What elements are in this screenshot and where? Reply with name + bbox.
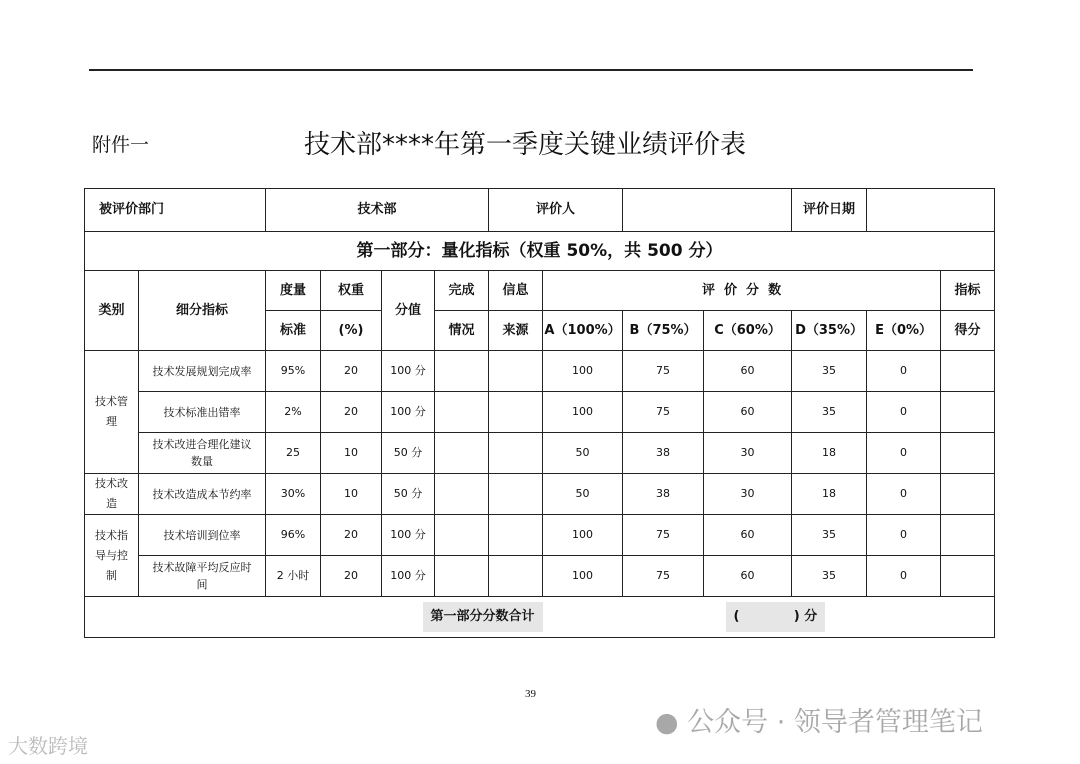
grade-a-cell: 100 — [543, 351, 623, 392]
evaluator-field[interactable] — [623, 189, 792, 232]
indicator-cell: 技术改进合理化建议数量 — [139, 433, 266, 474]
grade-a-cell: 100 — [543, 392, 623, 433]
header-indicator: 细分指标 — [139, 271, 266, 351]
grade-d-cell: 35 — [792, 556, 867, 597]
header-score: 分值 — [382, 271, 435, 351]
dept-label: 被评价部门 — [85, 189, 266, 232]
weight-cell: 20 — [321, 351, 382, 392]
weight-cell: 20 — [321, 392, 382, 433]
wechat-icon: ● — [655, 707, 679, 738]
score-cell: 100 分 — [382, 515, 435, 556]
header-grade-a: A（100%） — [543, 311, 623, 351]
grade-d-cell: 35 — [792, 515, 867, 556]
header-rule — [89, 69, 973, 71]
grade-b-cell: 75 — [623, 556, 704, 597]
result-cell[interactable] — [941, 392, 995, 433]
header-grade-c: C（60%） — [704, 311, 792, 351]
category-cell: 技术指导与控制 — [85, 515, 139, 597]
standard-cell: 95% — [266, 351, 321, 392]
header-standard: 度量 — [266, 271, 321, 311]
category-cell: 技术管理 — [85, 351, 139, 474]
source-cell[interactable] — [489, 474, 543, 515]
standard-cell: 30% — [266, 474, 321, 515]
score-cell: 50 分 — [382, 433, 435, 474]
source-cell[interactable] — [489, 433, 543, 474]
dept-value: 技术部 — [266, 189, 489, 232]
header-source-2: 来源 — [489, 311, 543, 351]
evaluation-table — [84, 188, 995, 638]
table-row — [85, 351, 995, 392]
indicator-cell: 技术标准出错率 — [139, 392, 266, 433]
score-cell: 100 分 — [382, 556, 435, 597]
source-cell[interactable] — [489, 392, 543, 433]
result-cell[interactable] — [941, 515, 995, 556]
weight-cell: 20 — [321, 556, 382, 597]
grade-d-cell: 35 — [792, 392, 867, 433]
header-grade-b: B（75%） — [623, 311, 704, 351]
grade-e-cell: 0 — [867, 351, 941, 392]
summary-label: 第一部分分数合计 — [423, 602, 543, 632]
completion-cell[interactable] — [435, 433, 489, 474]
header-grade-e: E（0%） — [867, 311, 941, 351]
grade-c-cell: 30 — [704, 433, 792, 474]
grade-d-cell: 35 — [792, 351, 867, 392]
standard-cell: 2% — [266, 392, 321, 433]
weight-cell: 20 — [321, 515, 382, 556]
grade-b-cell: 38 — [623, 433, 704, 474]
header-completion-2: 情况 — [435, 311, 489, 351]
grade-c-cell: 60 — [704, 392, 792, 433]
result-cell[interactable] — [941, 351, 995, 392]
page-title: 技术部****年第一季度关键业绩评价表 — [304, 130, 747, 160]
table-row — [85, 515, 995, 556]
table-row — [85, 474, 995, 515]
attachment-label: 附件一 — [92, 134, 150, 156]
grade-b-cell: 38 — [623, 474, 704, 515]
grade-e-cell: 0 — [867, 515, 941, 556]
grade-c-cell: 30 — [704, 474, 792, 515]
result-cell[interactable] — [941, 474, 995, 515]
date-field[interactable] — [867, 189, 995, 232]
grade-e-cell: 0 — [867, 433, 941, 474]
standard-cell: 96% — [266, 515, 321, 556]
header-result: 指标 — [941, 271, 995, 311]
score-cell: 50 分 — [382, 474, 435, 515]
grade-d-cell: 18 — [792, 474, 867, 515]
header-result-2: 得分 — [941, 311, 995, 351]
page-number: 39 — [525, 688, 536, 700]
section-title: 第一部分：量化指标（权重 50%，共 500 分） — [85, 232, 995, 271]
standard-cell: 25 — [266, 433, 321, 474]
watermark — [655, 700, 983, 739]
summary-value[interactable]: ( ) 分 — [726, 602, 826, 632]
score-cell: 100 分 — [382, 392, 435, 433]
watermark-secondary: 大数跨境 — [8, 734, 88, 758]
table-row — [85, 392, 995, 433]
completion-cell[interactable] — [435, 556, 489, 597]
grade-c-cell: 60 — [704, 515, 792, 556]
header-grade-d: D（35%） — [792, 311, 867, 351]
header-completion: 完成 — [435, 271, 489, 311]
grade-e-cell: 0 — [867, 392, 941, 433]
indicator-cell: 技术改造成本节约率 — [139, 474, 266, 515]
grade-a-cell: 50 — [543, 433, 623, 474]
indicator-cell: 技术发展规划完成率 — [139, 351, 266, 392]
header-category: 类别 — [85, 271, 139, 351]
indicator-cell: 技术故障平均反应时间 — [139, 556, 266, 597]
source-cell[interactable] — [489, 556, 543, 597]
weight-cell: 10 — [321, 433, 382, 474]
grade-a-cell: 100 — [543, 515, 623, 556]
header-rating: 评 价 分 数 — [543, 271, 941, 311]
result-cell[interactable] — [941, 556, 995, 597]
completion-cell[interactable] — [435, 392, 489, 433]
grade-c-cell: 60 — [704, 351, 792, 392]
standard-cell: 2 小时 — [266, 556, 321, 597]
header-source: 信息 — [489, 271, 543, 311]
grade-a-cell: 100 — [543, 556, 623, 597]
grade-b-cell: 75 — [623, 351, 704, 392]
evaluator-label: 评价人 — [489, 189, 623, 232]
date-label: 评价日期 — [792, 189, 867, 232]
indicator-cell: 技术培训到位率 — [139, 515, 266, 556]
table-row — [85, 433, 995, 474]
grade-d-cell: 18 — [792, 433, 867, 474]
grade-e-cell: 0 — [867, 474, 941, 515]
grade-a-cell: 50 — [543, 474, 623, 515]
header-weight: 权重 — [321, 271, 382, 311]
completion-cell[interactable] — [435, 351, 489, 392]
grade-c-cell: 60 — [704, 556, 792, 597]
score-cell: 100 分 — [382, 351, 435, 392]
grade-b-cell: 75 — [623, 392, 704, 433]
completion-cell[interactable] — [435, 474, 489, 515]
source-cell[interactable] — [489, 515, 543, 556]
category-cell: 技术改造 — [85, 474, 139, 515]
table-row — [85, 556, 995, 597]
weight-cell: 10 — [321, 474, 382, 515]
watermark-text: 公众号 · 领导者管理笔记 — [687, 707, 983, 738]
source-cell[interactable] — [489, 351, 543, 392]
header-weight-2: (%) — [321, 311, 382, 351]
completion-cell[interactable] — [435, 515, 489, 556]
grade-b-cell: 75 — [623, 515, 704, 556]
grade-e-cell: 0 — [867, 556, 941, 597]
result-cell[interactable] — [941, 433, 995, 474]
header-standard-2: 标准 — [266, 311, 321, 351]
